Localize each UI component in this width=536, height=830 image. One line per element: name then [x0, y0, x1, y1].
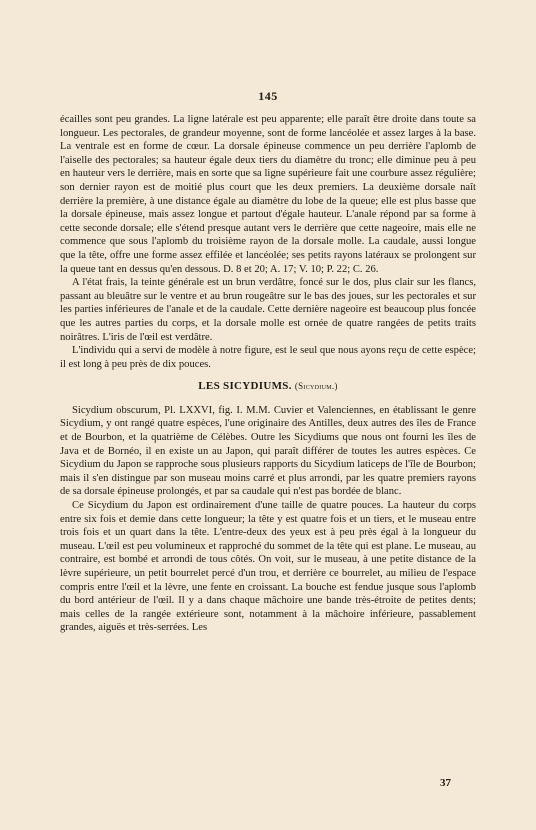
paragraph: A l'état frais, la teinte générale est un brun verdâtre, foncé sur le dos, plus clair sur les flancs, passant au bleuâtre sur le ventre et au brun rougeâtre sur le bas des joues, sur les pectorales et sur les parties inférieures de l'anale et de la caudale. Cette dernière nageoire est beaucoup plus foncée que les autres parties du corps, et la dorsale molle est ornée de quatre rangées de petits traits noirâtres. L'iris de l'œil est verdâtre. — [60, 277, 476, 343]
paragraph: Ce Sicydium du Japon est ordinairement d'une taille de quatre pouces. La hauteur du corps entre six fois et demie dans cette longueur; la tête y est quatre fois et un tiers, et le museau entre trois fois et un quart dans la tête. L'entre-deux des yeux est à peu près égal à la longueur du museau. L'œil est peu volumineux et rapproché du sommet de la tête qui est plane. Le museau, au contraire, est bombé et arrondi de tous côtés. On voit, sur le museau, à une petite distance de la lèvre supérieure, un petit bourrelet percé d'un trou, et derrière ce bourrelet, au milieu de l'espace compris entre l'œil et la lèvre, une fente en croissant. La bouche est fendue jusque sous l'aplomb du bord antérieur de l'œil. Il y a dans chaque mâchoire une bande très-étroite de petites dents; mais celles de la rangée extérieure sont, notamment à la mâchoire inférieure, passablement grandes, aiguës et très-serrées. Les — [60, 500, 476, 634]
body-text — [60, 113, 476, 635]
section-heading — [60, 380, 476, 394]
section-title: LES SICYDIUMS. — [198, 380, 292, 393]
paragraph: Sicydium obscurum, Pl. LXXVI, fig. I. M.M. Cuvier et Valenciennes, en établissant le genre Sicydium, y ont rangé quatre espèces, l'une originaire des Antilles, deux autres des îles de France et de Bourbon, et la quatrième de Célèbes. Outre les Sicydiums que nous ont fourni les îles de Java et de Bornéo, il en existe un au Japon, qui paraît différer de toutes les autres espèces. Ce Sicydium du Japon se rapproche sous plusieurs rapports du Sicydium laticeps de l'île de Bourbon; mais il s'en distingue par son museau moins carré et plus arrondi, par les quatre premiers rayons de sa dorsale épineuse prolongés, et par sa caudale qui n'est pas bordée de blanc. — [60, 404, 476, 498]
section-genus: (Sicydium.) — [294, 381, 338, 392]
page-number: 145 — [258, 89, 278, 103]
paragraph: L'individu qui a servi de modèle à notre figure, est le seul que nous ayons reçu de cette espèce; il est long à peu près de dix pouces. — [60, 345, 476, 370]
signature-mark: 37 — [440, 777, 451, 789]
paragraph: écailles sont peu grandes. La ligne latérale est peu apparente; elle paraît être droite dans toute sa longueur. Les pectorales, de grandeur moyenne, sont de forme lancéolée et assez larges à la base. La ventrale est en forme de cœur. La dorsale épineuse commence un peu derrière l'aplomb de l'aiselle des pectorales; sa hauteur égale deux tiers du diamètre du tronc; elle diminue peu à peu en hauteur vers le derrière, mais en sorte que sa ligne supérieure fait une courbure assez régulière; son dernier rayon est de moitié plus court que les deux premiers. La deuxième dorsale naît derrière la première, à une distance égale au diamètre du lobe de la queue; elle est plus basse que la dorsale épineuse, mais assez longue et partout d'égale hauteur. L'anale répond par sa forme à cette seconde dorsale; elle s'étend presque autant vers le derrière que cette nageoire, mais elle ne commence que sous l'aplomb du troisième rayon de la dorsale molle. La caudale, aussi longue que la tête, offre une forme assez effilée et lancéolée; ses petits rayons latéraux se prolongent sur la queue tant en dessus qu'en dessous. D. 8 et 20; A. 17; V. 10; P. 22; C. 26. — [60, 114, 476, 275]
